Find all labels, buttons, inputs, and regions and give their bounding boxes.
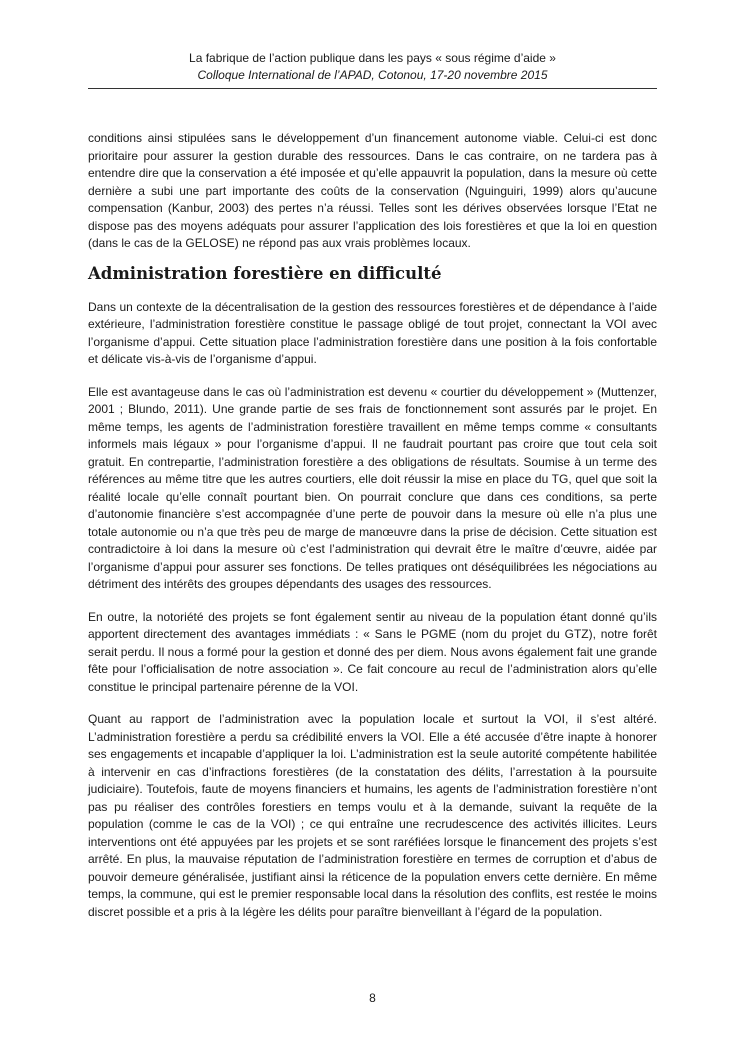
intro-paragraph: conditions ainsi stipulées sans le développement d’un financement autonome viable. Celui-ci est donc prioritaire pour assurer la gestion durable des ressources. Dans le cas contraire, on ne tardera pas à entendre dire que la conservation a été imposée et qu’elle appauvrit la population, dans la mesure où cette dernière a subi une part importante des coûts de la conservation (Nguinguiri, 1999) alors qu’aucune compensation (Kanbur, 2003) des pertes n’a réussi. Telles sont les dérives observées lorsque l’Etat ne dispose pas des moyens adéquats pour assurer l’application des lois forestières et que la loi en question (dans le cas de la GELOSE) ne répond pas aux vrais problèmes locaux. — [88, 131, 657, 250]
header-conference: Colloque International de l’APAD, Cotonou, 17-20 novembre 2015 — [197, 68, 548, 82]
section-heading: Administration forestière en difficulté — [88, 263, 442, 283]
header-rule — [88, 88, 657, 89]
running-header — [88, 50, 657, 84]
header-title: La fabrique de l’action publique dans les pays « sous régime d’aide » — [189, 51, 556, 65]
page-number: 8 — [369, 991, 376, 1005]
paragraph-2: Elle est avantageuse dans le cas où l’administration est devenu « courtier du développement » (Muttenzer, 2001 ; Blundo, 2011). Une grande partie de ses frais de fonctionnement sont assurés par le projet. En même temps, les agents de l’administration forestière travaillent en même temps comme « consultants informels mais légaux » pour l’organisme d’appui. Il ne faudrait pourtant pas croire que tout cela soit gratuit. En contrepartie, l’administration forestière a des obligations de résultats. Soumise à un terme des références au même titre que les autres courtiers, elle doit réussir la mise en place du TG, quel que soit la réalité locale qu’elle connaît pourtant bien. On pourrait conclure que dans ces conditions, sa perte d’autonomie financière s’est accompagnée d’une perte de pouvoir dans la mesure où elle n’a plus une totale autonomie ou n’a que très peu de marge de manœuvre dans la prise de décision. Cette situation est contradictoire à loi dans la mesure où c’est l’administration qui devrait être le maître d’œuvre, aidée par l’organisme d’appui pour assurer ses fonctions. De telles pratiques ont déséquilibrées les négociations au détriment des intérêts des groupes dépendants des usages des ressources. — [88, 384, 657, 591]
paragraph-4: Quant au rapport de l’administration avec la population locale et surtout la VOI, il s’est altéré. L’administration forestière a perdu sa crédibilité envers la VOI. Elle a été accusée d’être inapte à honorer ses engagements et incapable d’appliquer la loi. L’administration est la seule autorité compétente habilitée à intervenir en cas d’infractions forestières (de la constatation des délits, l’arrestation à la poursuite judiciaire). Toutefois, faute de moyens financiers et humains, les agents de l’administration forestière n’ont pas pu réaliser des contrôles forestiers en temps voulu et à la demande, suivant la requête de la population (comme le cas de la VOI) ; ce qui entraîne une recrudescence des activités illicites. Leurs interventions ont été appuyées par les projets et se sont raréfiées lorsque le financement des projets s’est arrêté. En plus, la mauvaise réputation de l’administration forestière en termes de corruption et d’abus de pouvoir demeure généralisée, justifiant ainsi la réticence de la population envers cette dernière. En même temps, la commune, qui est le premier responsable local dans la résolution des conflits, est restée le moins discret possible et a pris à la légère les délits pour paraître bienveillant à l’égard de la population. — [88, 712, 657, 919]
paragraph-1: Dans un contexte de la décentralisation de la gestion des ressources forestières et de dépendance à l’aide extérieure, l’administration forestière constitue le passage obligé de tout projet, connectant la VOI avec l’organisme d’appui. Cette situation place l’administration forestière dans une position à la fois confortable et délicate vis-à-vis de l’organisme d’appui. — [88, 299, 657, 366]
page-body — [88, 130, 657, 936]
paragraph-3: En outre, la notoriété des projets se font également sentir au niveau de la population étant donné qu’ils apportent directement des avantages immédiats : « Sans le PGME (nom du projet du GTZ), notre forêt serait perdu. Il nous a formé pour la gestion et donné des per diem. Nous avons également fait une grande fête pour l’officialisation de notre association ». Ce fait concoure au recul de l’administration alors qu’elle constitue le principal partenaire pérenne de la VOI. — [88, 609, 657, 694]
